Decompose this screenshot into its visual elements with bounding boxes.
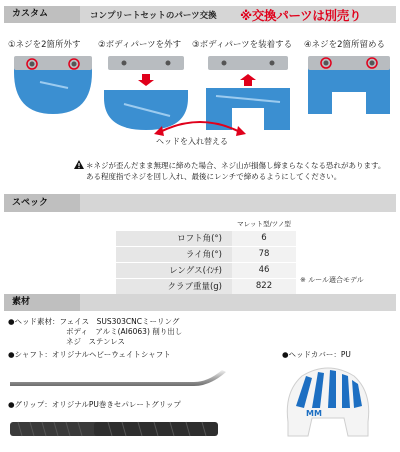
spec-value: 78 (232, 246, 296, 262)
step-1-label: ①ネジを2箇所外す (8, 40, 81, 50)
spec-value: 822 (232, 278, 296, 294)
head-cover-image (282, 362, 374, 444)
shaft-image (8, 366, 230, 388)
spec-row (116, 262, 296, 278)
spec-section-header (4, 194, 396, 212)
material-tab: 素材 (4, 294, 80, 311)
head-cover-label: ●ヘッドカバー：PU (282, 350, 351, 359)
spec-label: レングス(ｲﾝﾁ) (116, 262, 232, 278)
step-4-putter-image (304, 52, 394, 122)
step-4-label: ④ネジを2箇所留める (304, 40, 386, 50)
spec-label: ロフト角(°) (116, 230, 232, 246)
custom-section-header (4, 6, 396, 23)
rule-note: ※ ルール適合モデル (300, 276, 364, 284)
step-3-label: ③ボディパーツを装着する (192, 40, 293, 50)
material-section-header (4, 294, 396, 311)
spec-label: ライ角(°) (116, 246, 232, 262)
spec-table (116, 218, 296, 295)
custom-tab: カスタム (4, 6, 80, 23)
grip-image (8, 416, 224, 442)
spec-label: クラブ重量(g) (116, 278, 232, 294)
head-material-line-1: ●ヘッド素材：フェイス SUS303CNCミーリング (8, 317, 180, 326)
head-swap-arrow-icon (150, 112, 250, 138)
spec-row (116, 246, 296, 262)
step-2-label: ②ボディパーツを外す (98, 40, 182, 50)
custom-subtitle: コンプリートセットのパーツ交換 (90, 11, 217, 21)
grip-label: ●グリップ：オリジナルPU巻きセパレートグリップ (8, 400, 181, 409)
spec-row (116, 230, 296, 246)
spec-column-header: マレット型/ツノ型 (232, 218, 296, 230)
head-material-line-2: ボディ アルミ(AI6063) 削り出し (66, 327, 183, 336)
head-swap-label: ヘッドを入れ替える (156, 137, 228, 146)
caution-note-line-2: ある程度指でネジを回し入れ、最後にレンチで締めるようにしてください。 (86, 172, 342, 181)
spec-tab: スペック (4, 194, 80, 212)
shaft-label: ●シャフト：オリジナルヘビーウェイトシャフト (8, 350, 171, 359)
head-material-line-3: ネジ ステンレス (66, 337, 126, 346)
caution-icon (74, 160, 84, 169)
spec-row (116, 278, 296, 294)
step-1-putter-image (10, 52, 96, 118)
head-cover-logo: MM (306, 409, 322, 418)
caution-note (86, 160, 400, 182)
caution-note-line-1: ＊ネジが歪んだまま無理に締めた場合、ネジ山が損傷し締まらなくなる恐れがあります。 (86, 161, 386, 170)
spec-value: 6 (232, 230, 296, 246)
spec-value: 46 (232, 262, 296, 278)
custom-warning: ※交換パーツは別売り (240, 8, 362, 23)
